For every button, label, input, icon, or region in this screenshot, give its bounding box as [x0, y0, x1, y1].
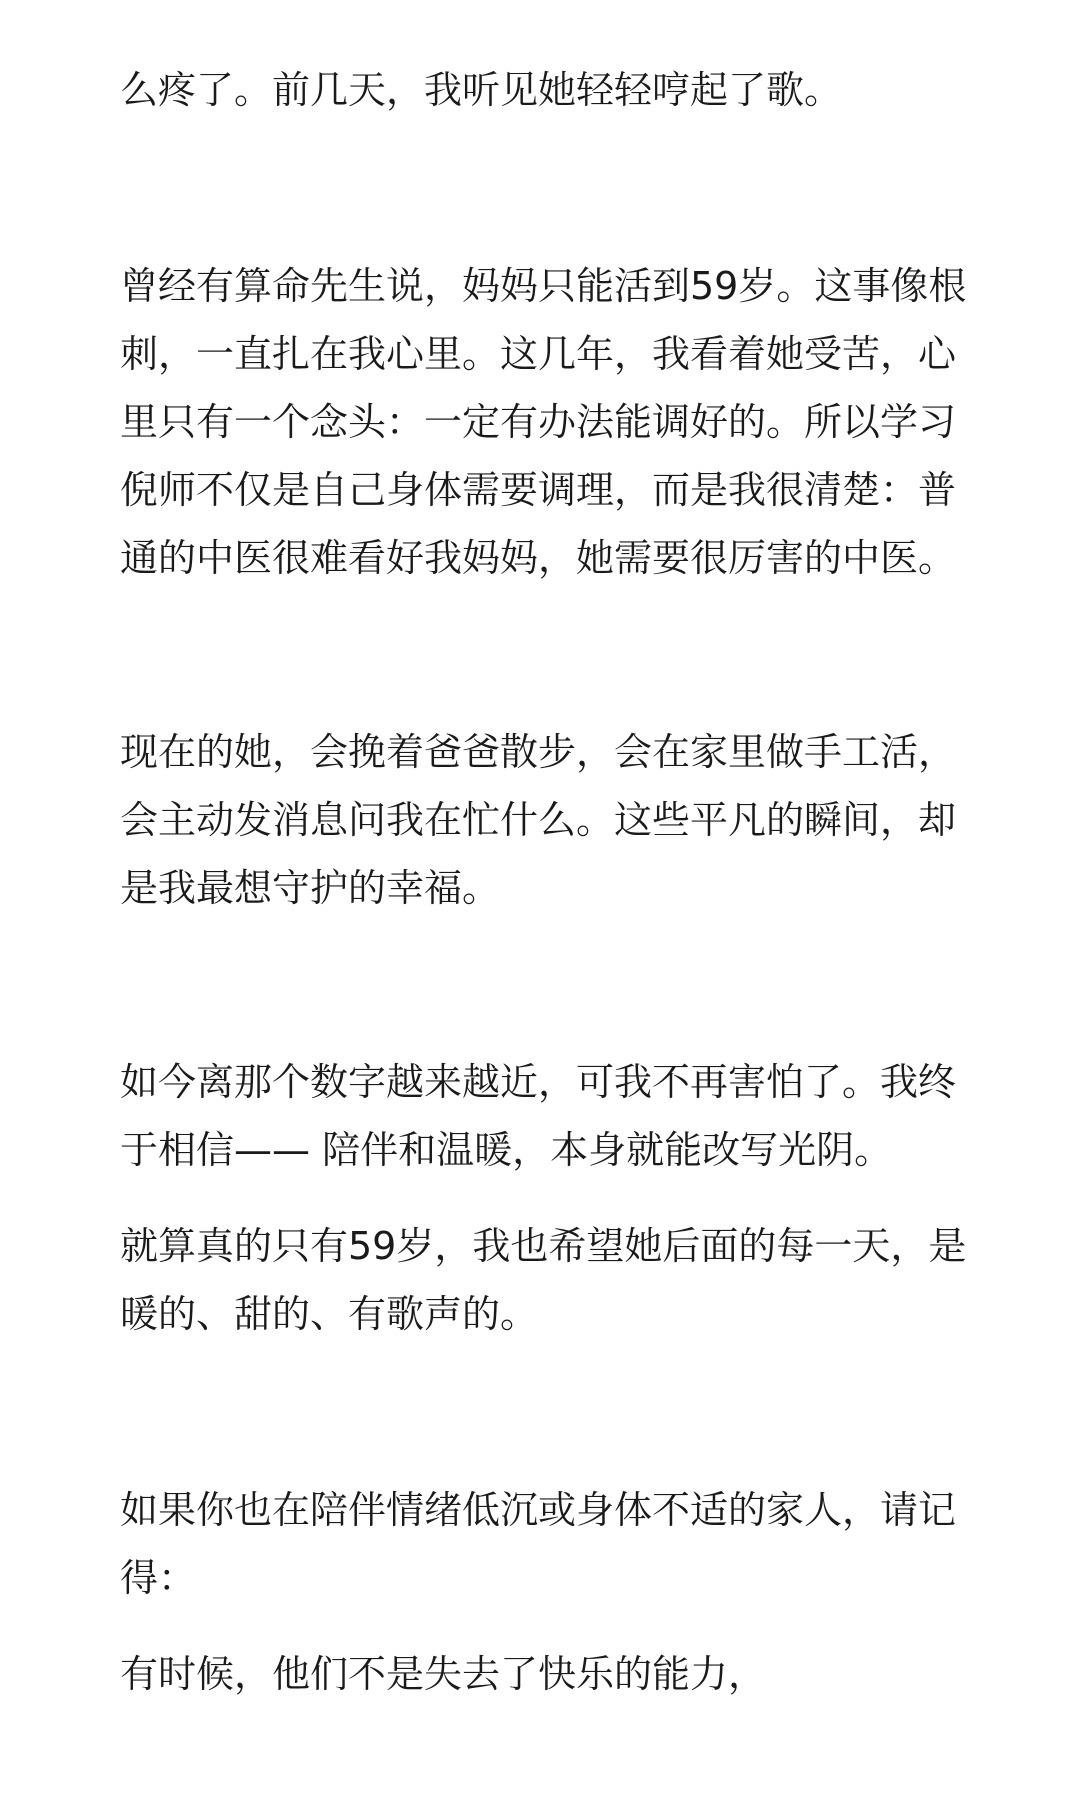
paragraph-6-line-2: 得：: [120, 1556, 197, 1600]
paragraph-5-line-1: 就算真的只有59岁，我也希望她后面的每一天，是: [120, 1224, 967, 1268]
paragraph-2-line-3: 里只有一个念头：一定有办法能调好的。所以学习: [120, 400, 957, 444]
paragraph-4-line-1: 如今离那个数字越来越近，可我不再害怕了。我终: [120, 1060, 957, 1104]
paragraph-1-line-1: 么疼了。前几天，我听见她轻轻哼起了歌。: [120, 68, 843, 112]
paragraph-7-line-1: 有时候，他们不是失去了快乐的能力，: [120, 1652, 767, 1696]
paragraph-2-line-1: 曾经有算命先生说，妈妈只能活到59岁。这事像根: [120, 264, 967, 308]
paragraph-2-line-2: 刺，一直扎在我心里。这几年，我看着她受苦，心: [120, 332, 957, 376]
paragraph-6-line-1: 如果你也在陪伴情绪低沉或身体不适的家人，请记: [120, 1488, 957, 1532]
paragraph-3-line-3: 是我最想守护的幸福。: [120, 866, 501, 910]
paragraph-5-line-2: 暖的、甜的、有歌声的。: [120, 1292, 539, 1336]
paragraph-3-line-2: 会主动发消息问我在忙什么。这些平凡的瞬间，却: [120, 798, 957, 842]
paragraph-2-line-5: 通的中医很难看好我妈妈，她需要很厉害的中医。: [120, 536, 957, 580]
paragraph-3-line-1: 现在的她，会挽着爸爸散步，会在家里做手工活，: [120, 730, 957, 774]
paragraph-2-line-4: 倪师不仅是自己身体需要调理，而是我很清楚：普: [120, 468, 957, 512]
paragraph-4-line-2: 于相信—— 陪伴和温暖，本身就能改写光阴。: [120, 1128, 893, 1172]
